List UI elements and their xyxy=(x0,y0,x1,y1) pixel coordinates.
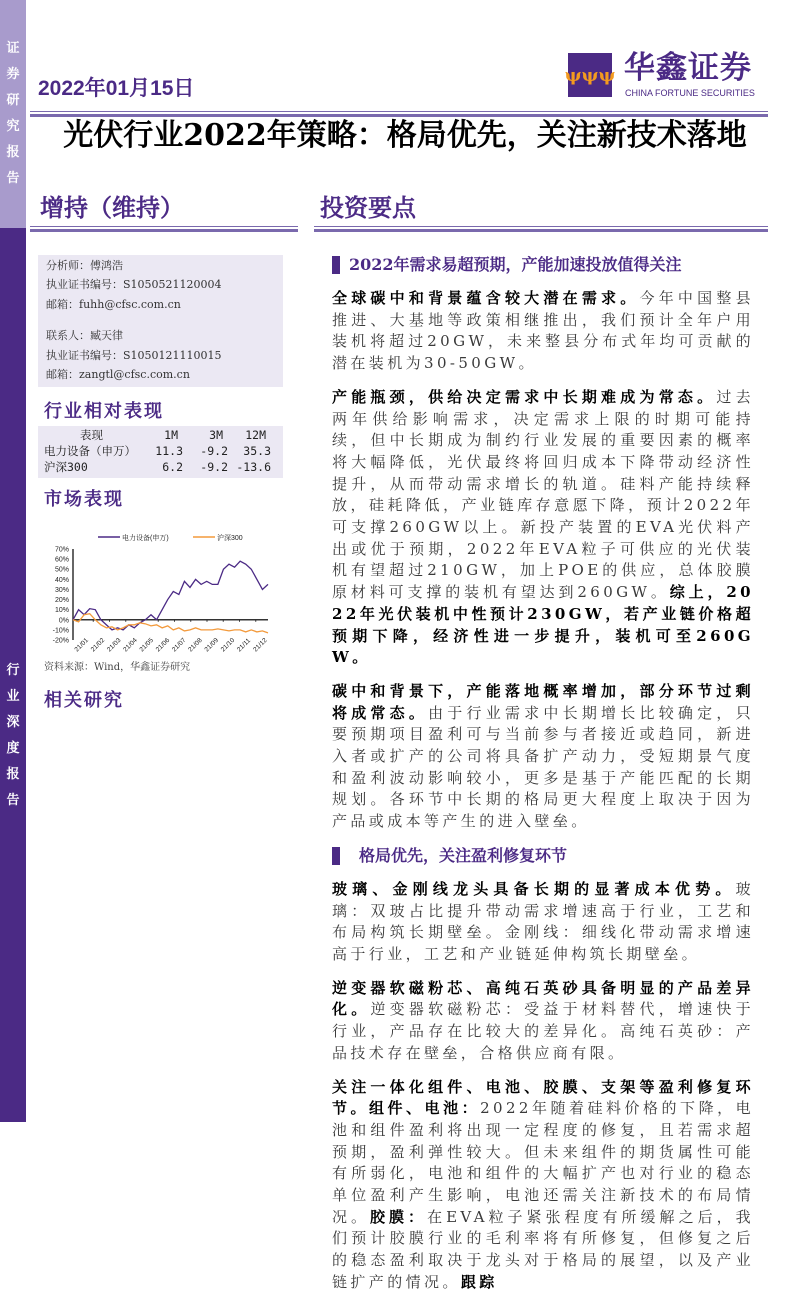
y-tick-label: 0% xyxy=(58,617,69,625)
y-tick-label: 70% xyxy=(54,546,69,554)
report-date: 2022年01月15日 xyxy=(38,77,195,100)
para-body: 由于行业需求中长期增长比较确定，只要预期项目盈利可与当前参与者接近或趋同，新进入者或扩产的公司将具备扩产动力，受短期景气度和盈利波动影响较小，更多是基于产能匹配的长期规划。各环节中长期的格局更大程度上取决于因为产品或成本等产生的进入壁垒。 xyxy=(332,703,754,831)
x-tick-label: 21/10 xyxy=(219,636,237,654)
col-header: 1M xyxy=(164,428,178,442)
y-tick-label: -10% xyxy=(52,627,69,635)
char: 业 xyxy=(6,689,20,704)
paragraph xyxy=(332,387,754,669)
x-tick-label: 21/04 xyxy=(122,636,139,654)
y-tick-label: 50% xyxy=(54,566,69,574)
char: 券 xyxy=(6,67,20,82)
section-marker-icon xyxy=(332,847,340,865)
x-tick-label: 21/07 xyxy=(170,636,188,654)
para-lead: 玻璃、金刚线龙头具备长期的显著成本优势。 xyxy=(332,879,736,898)
x-tick-label: 21/02 xyxy=(89,636,107,654)
x-tick-label: 21/08 xyxy=(187,636,204,654)
cell: 11.3 xyxy=(155,444,183,458)
para-lead: 碳中和背景下，产能落地概率增加，部分环节过剩将成常态。 xyxy=(332,681,754,722)
chart-source: 资料来源：Wind，华鑫证券研究 xyxy=(44,662,191,673)
section-heading xyxy=(332,845,754,867)
para-subhead: 组件、电池： xyxy=(369,1099,481,1118)
paragraph xyxy=(332,879,754,966)
y-tick-label: 30% xyxy=(54,586,69,594)
analyst-info xyxy=(38,255,283,387)
contact-license: 执业证书编号：S1050121110015 xyxy=(46,349,222,362)
x-tick-label: 21/11 xyxy=(235,637,253,654)
para-body: 今年中国整县推进、大基地等政策相继推出，我们预计全年户用装机将超过20GW，未来整县分布式年均可贡献的潜在装机为30-50GW。 xyxy=(332,289,754,373)
sidebar-bottom-label xyxy=(0,658,26,814)
section-title: 2022年需求易超预期，产能加速投放值得关注 xyxy=(349,255,682,274)
char: 度 xyxy=(6,741,20,756)
cell: -13.6 xyxy=(236,460,271,474)
paragraph xyxy=(332,978,754,1065)
table-row xyxy=(38,444,283,460)
paragraph xyxy=(332,681,754,833)
performance-table xyxy=(38,426,283,478)
para-lead: 关注一体化组件、电池、胶膜、支架等盈利修复环节。 xyxy=(332,1077,754,1118)
market-performance-heading: 市场表现 xyxy=(44,489,124,510)
industry-performance-heading: 行业相对表现 xyxy=(44,401,164,422)
section-heading xyxy=(332,254,754,276)
para-body: 2022年随着硅料价格的下降，电池和组件盈利将出现一定程度的修复，且若需求超预期，盈利弹性较大。但未来组件的期货属性可能有所弱化，电池和组件的大幅扩产也对行业的稳态单位盈利产生影响，电池还需关注新技术的布局情况。 xyxy=(332,1099,754,1226)
cell: -9.2 xyxy=(200,460,228,474)
cell: -9.2 xyxy=(200,444,228,458)
para-body: 逆变器软磁粉芯：受益于材料替代，增速快于行业，产品存在比较大的差异化。高纯石英砂：产品技术存在壁垒，合格供应商有限。 xyxy=(332,1000,754,1062)
cell: 6.2 xyxy=(162,460,183,474)
analyst-email[interactable]: 邮箱：fuhh@cfsc.com.cn xyxy=(46,298,181,311)
sidebar-top-label xyxy=(0,36,26,192)
y-tick-label: 10% xyxy=(54,607,69,615)
legend-label: 电力设备(申万) xyxy=(122,535,169,542)
section-title: 格局优先，关注盈利修复环节 xyxy=(359,845,568,865)
para-body: 在EVA粒子紧张程度有所缓解之后，我们预计胶膜行业的毛利率将有所修复，但修复之后的稳态盈利取决于龙头对于格局的展望，以及产业链扩产的情况。 xyxy=(332,1207,754,1291)
divider xyxy=(30,111,768,117)
char: 深 xyxy=(6,715,20,730)
contact-email[interactable]: 邮箱：zangtl@cfsc.com.cn xyxy=(46,368,190,381)
para-body: 玻璃：双玻占比提升带动需求增速高于行业，工艺和布局构筑长期壁垒。金刚线：细线化带动需求增速高于行业，工艺和产业链延伸构筑长期壁垒。 xyxy=(332,879,754,963)
divider xyxy=(30,226,298,232)
char: 报 xyxy=(6,767,20,782)
x-tick-label: 21/03 xyxy=(105,636,123,654)
series-line-hs300 xyxy=(73,614,268,633)
x-tick-label: 21/09 xyxy=(203,636,220,654)
market-chart xyxy=(38,528,278,658)
cell: 沪深300 xyxy=(44,460,88,474)
cell: 电力设备（申万） xyxy=(44,444,136,458)
rating: 增持（维持） xyxy=(40,193,184,222)
paragraph xyxy=(332,288,754,375)
x-tick-label: 21/05 xyxy=(138,636,155,654)
col-header: 表现 xyxy=(80,428,103,442)
key-points-heading: 投资要点 xyxy=(320,193,416,222)
key-points-body xyxy=(332,254,754,1306)
para-subhead: 胶膜： xyxy=(370,1207,428,1226)
legend-label: 沪深300 xyxy=(217,535,243,542)
col-header: 12M xyxy=(245,428,266,442)
y-tick-label: 40% xyxy=(54,576,69,584)
x-tick-label: 21/06 xyxy=(154,636,172,654)
analyst-name: 分析师：傅鸿浩 xyxy=(46,259,123,272)
col-header: 3M xyxy=(209,428,223,442)
sidebar-report-type xyxy=(0,0,26,228)
y-tick-label: 20% xyxy=(54,597,69,605)
para-conclusion: 综上，2022年光伏装机中性预计230GW，若产业链价格超预期下降，经济性进一步提升，装机可至260GW。 xyxy=(332,583,754,667)
table-row xyxy=(38,460,283,476)
y-tick-label: -20% xyxy=(52,637,69,645)
paragraph xyxy=(332,1077,754,1294)
char: 告 xyxy=(6,171,20,186)
char: 证 xyxy=(6,41,20,56)
y-tick-label: 60% xyxy=(54,556,69,564)
x-tick-label: 21/01 xyxy=(73,636,90,654)
section-marker-icon xyxy=(332,256,340,274)
contact-name: 联系人：臧天律 xyxy=(46,329,123,342)
logo-icon: ψψψ xyxy=(568,53,612,97)
para-lead: 全球碳中和背景蕴含较大潜在需求。 xyxy=(332,289,640,307)
para-body: 过去两年供给影响需求，决定需求上限的时期可能持续，但中长期成为制约行业发展的重要因素的概率将大幅降低，光伏最终将回归成本下降带动经济性提升，从而带动需求增长的轨道。硅料产能持续释放，硅耗降低，产业链库存意愿下降，预计2022年可支撑260GW以上。新投产装置的EVA光伏料产出或优于预期，2022年EVA粒子可供应的光伏装机有望超过210GW，加上POE的供应，总体胶膜原材料可支撑的装机有望达到260GW。 xyxy=(332,387,754,602)
para-lead: 产能瓶颈，供给决定需求中长期难成为常态。 xyxy=(332,387,717,406)
x-tick-label: 21/12 xyxy=(252,636,269,654)
table-header xyxy=(38,428,283,444)
report-title: 光伏行业2022年策略：格局优先，关注新技术落地 xyxy=(63,118,747,153)
logo-english: CHINA FORTUNE SECURITIES xyxy=(625,88,755,98)
char: 究 xyxy=(6,119,20,134)
sidebar-report-category xyxy=(0,228,26,1122)
logo-name: 华鑫证券 xyxy=(624,50,752,85)
related-research-heading: 相关研究 xyxy=(44,690,124,711)
char: 行 xyxy=(6,663,20,678)
char: 报 xyxy=(6,145,20,160)
divider xyxy=(314,226,768,232)
char: 研 xyxy=(6,93,20,108)
para-lead: 逆变器软磁粉芯、高纯石英砂具备明显的产品差异化。 xyxy=(332,978,754,1019)
char: 告 xyxy=(6,793,20,808)
para-subhead: 跟踪 xyxy=(460,1272,498,1291)
analyst-license: 执业证书编号：S1050521120004 xyxy=(46,278,222,291)
cell: 35.3 xyxy=(243,444,271,458)
